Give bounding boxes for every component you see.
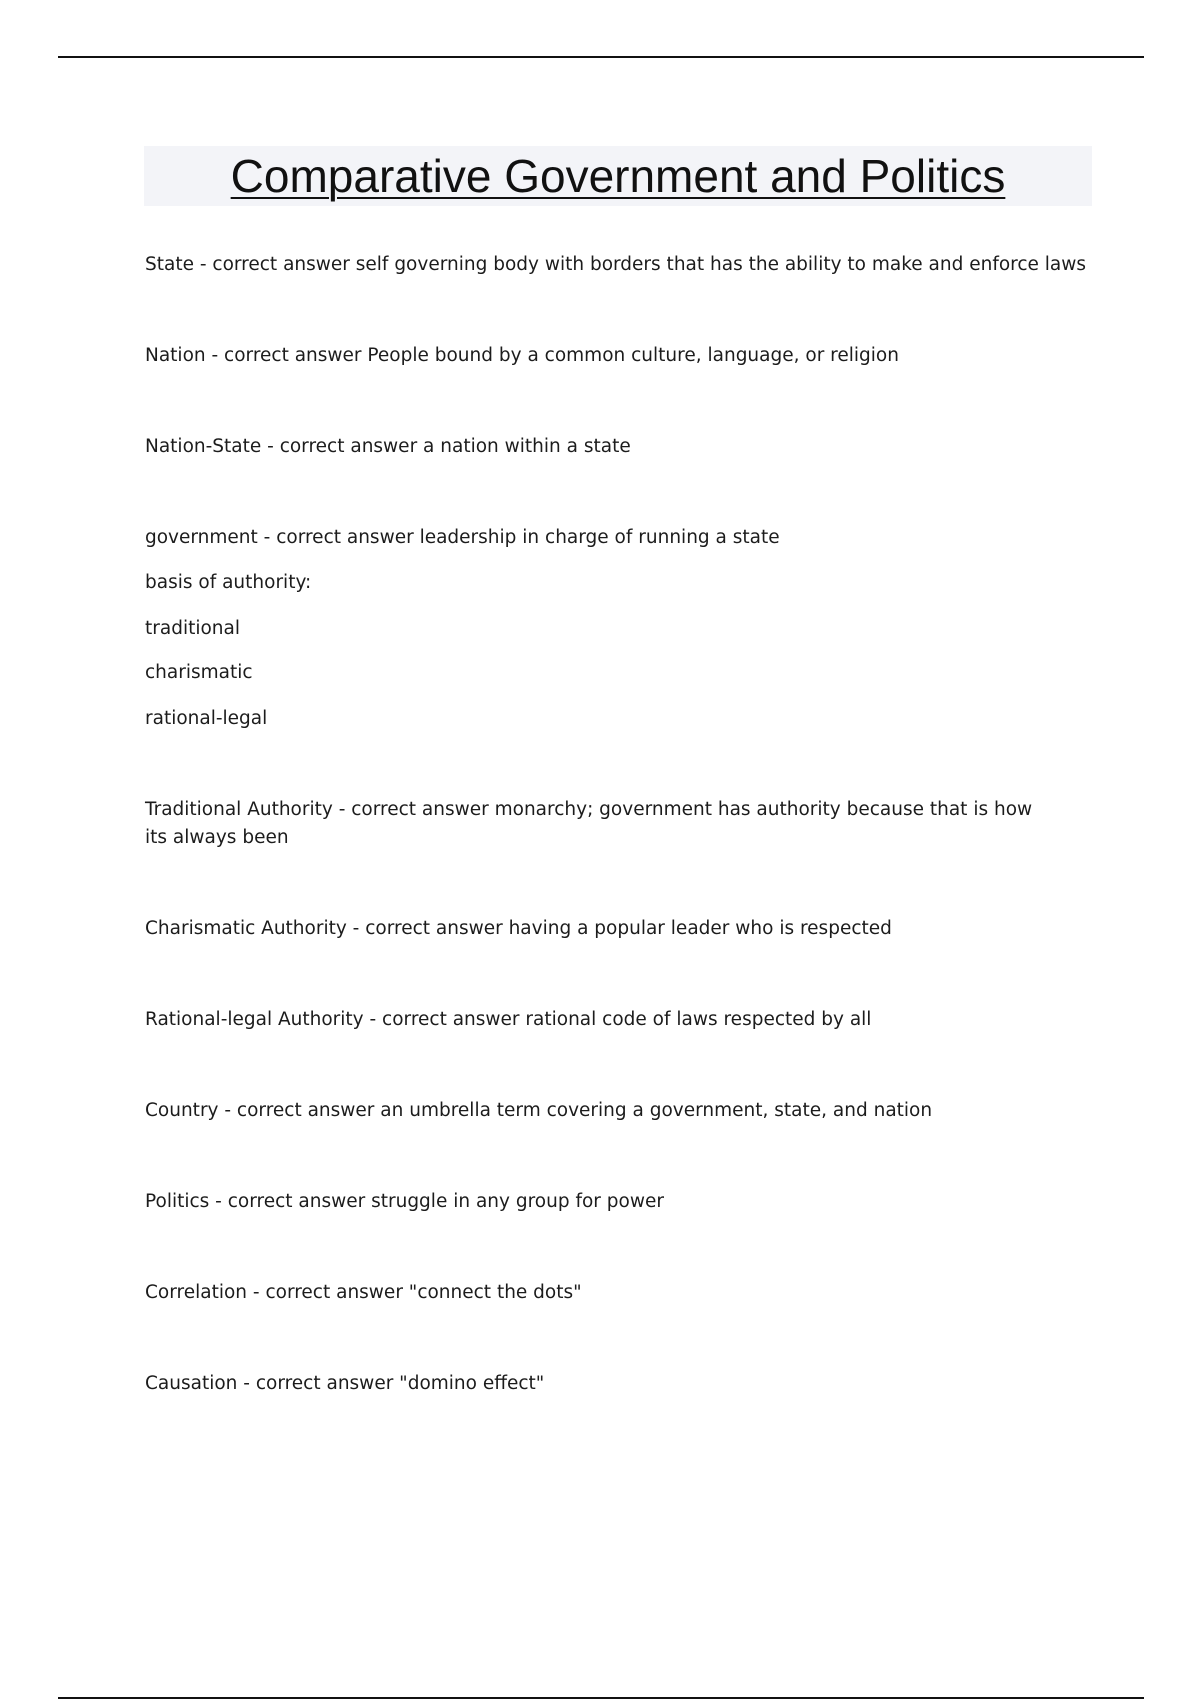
entry-rational-legal-authority: Rational-legal Authority - correct answer rational code of laws respected by all	[145, 1009, 872, 1030]
entry-state: State - correct answer self governing body with borders that has the ability to make and enforce laws	[145, 254, 1087, 275]
entry-charismatic: charismatic	[145, 662, 253, 683]
entry-charismatic-authority: Charismatic Authority - correct answer having a popular leader who is respected	[145, 918, 892, 939]
entry-traditional-authority: Traditional Authority - correct answer monarchy; government has authority because that is how its always been	[145, 799, 1033, 848]
top-rule	[58, 56, 1144, 58]
entry-country: Country - correct answer an umbrella term covering a government, state, and nation	[145, 1100, 933, 1121]
entry-correlation: Correlation - correct answer "connect the dots"	[145, 1282, 582, 1303]
entry-basis-of-authority: basis of authority:	[145, 572, 312, 593]
entry-government: government - correct answer leadership in charge of running a state	[145, 527, 780, 548]
entry-nation-state: Nation-State - correct answer a nation within a state	[145, 436, 631, 457]
entry-rational-legal: rational-legal	[145, 708, 268, 729]
entry-causation: Causation - correct answer "domino effect"	[145, 1373, 545, 1394]
entry-nation: Nation - correct answer People bound by a common culture, language, or religion	[145, 345, 899, 366]
bottom-rule	[58, 1697, 1144, 1699]
document-title: Comparative Government and Politics	[230, 150, 1006, 202]
entry-traditional: traditional	[145, 618, 240, 639]
entry-politics: Politics - correct answer struggle in any group for power	[145, 1191, 664, 1212]
